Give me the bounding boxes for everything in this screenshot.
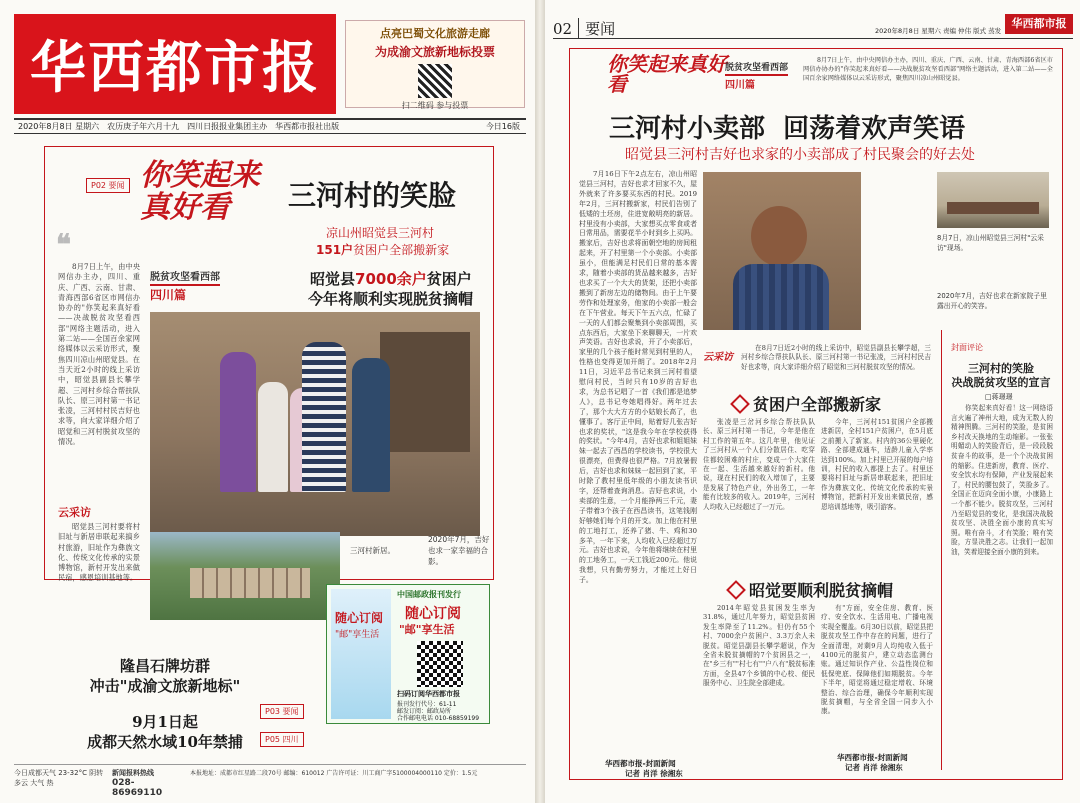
weather: 今日成都天气 23-32°C 阴转多云 大气 热 <box>14 769 104 787</box>
postal-ad[interactable] <box>326 584 490 724</box>
person-father <box>302 342 346 492</box>
hotline-label: 新闻报料热线 <box>112 769 154 777</box>
issue-date: 2020年8月8日 星期六 <box>18 122 100 131</box>
page-ref-p05[interactable]: P05 四川 <box>260 732 304 747</box>
ad-brand: 中国邮政报刊发行 <box>397 590 461 599</box>
commentary-text: 你笑起来真好看！这一网络语言火遍了神州大地，成为无数人的精神图腾。三河村的笑脸，是贫困乡村改天换地的生动缩影。一张张明媚动人的笑脸背后，是一段段脱贫奋斗的故事，是一个个决战贫困的缩影。住进新房，教育、医疗、安全饮水均有保障，产业发展起来了，村民的腰包鼓了，笑脸多了。全国正在迈向全面小康，小康路上一个都不能少。脱贫攻坚，三河村乃至昭觉县的变化，是我国决战脱贫攻坚、决胜全面小康的真实写照。唯有奋斗，才有笑脸；唯有笑脸，方显决胜之志。让我们一起加油，笑着迎接全面小康的到来。 <box>951 404 1053 556</box>
page-count: 今日16版 <box>485 122 520 131</box>
lunar-date: 农历庚子年六月十九 <box>107 122 180 131</box>
promo-action: 扫二维码 参与投票 <box>401 101 469 110</box>
column-tag: 脱贫攻坚看西部 <box>150 268 220 286</box>
households-text: 贫困户全部搬新家 <box>353 243 450 257</box>
person-girl-tall <box>352 358 390 492</box>
village-aerial-photo <box>150 532 340 620</box>
section2-heading <box>729 578 893 601</box>
ad-slogan2-large: "邮"享生活 <box>399 623 455 636</box>
commentary-title2: 决战脱贫攻坚的宣言 <box>951 376 1051 389</box>
yun-label-right: 云采访 <box>703 352 733 363</box>
teaser2-line1: 9月1日起 <box>132 713 198 731</box>
teaser-fishing-ban[interactable] <box>40 712 290 752</box>
ad-scan: 扫码订阅华西都市报 <box>397 690 460 698</box>
publisher: 四川日报报业集团主办 <box>187 122 268 131</box>
ad-detail3: 合作邮电电话 010-68859199 <box>397 715 480 722</box>
ad-slogan1-large: 随心订阅 <box>405 606 461 622</box>
section1-text-b: 今年，三河村151贫困户全部搬进新居，全村151户贫困户，在5月底之前搬入了新家。村内的36公里硬化路、全部建成通车，适龄儿童入学率达到100%。加上村里已开展的每户培训，村民的收入都提上去了。村里还要将村旧址与新居串联起来，把旧址作为彝族文化、传统文化传承的实景博物馆，把新村开发出来做民宿，感恩培训基地等，吸引游客。 <box>821 418 933 511</box>
article-headline: 三河村小卖部 回荡着欢声笑语 <box>609 114 966 144</box>
promo-headline: 点亮巴蜀文化旅游走廊 <box>380 27 490 40</box>
page-header <box>553 18 615 39</box>
person-mother <box>220 352 256 492</box>
front-footer <box>14 764 526 796</box>
girl-photo <box>703 172 861 330</box>
qr-code-icon[interactable] <box>418 64 452 98</box>
column1-text: 7月16日下午2点左右，凉山州昭觉县三河村，吉好也求才回家不久，屋外就来了许多要买东西的村民。2019年2月，三河村搬新家，村民们告别了低矮的土坯房，住进宽敞明亮的新居。村里没有小卖部，大家想买点零食或者日常用品，需要花半小时到乡上买吗。搬家后，吉好也求将面朝空地的房间租起来，开了村里第一个小卖部。小卖部虽小，但能满足村民们日常的基本需求，随着小卖部的货品越来越多，吉好也求买了一个大大的货架，还把小卖部搬到了新房左边的储物间。由于上午要劳作和处理家务，他家的小卖部一般会在下午营业。每天下午五六点，忙碌了一天的人们都会聚集到小卖部周围，买点东西后，大家坐下来聊聊天，一片欢声笑语。吉好也求说，开了小卖部后，家里的几个孩子能时常见到村里的人，性格也变得更加开朗了。2018年2月11日，习近平总书记来到三河村看望慰问村民，当时只有10岁的吉好也求，为总书记唱了一首《我们都是追梦人》，总书记夸她唱得好。两年过去了，那个大大方方的小姑娘长高了，也懂事了。客厅正中间，贴着好几张吉好也求的奖状，"这是我今年在学校获得的奖状。"今年4月，吉好也求和姐姐妹妹一起去了西昌的学校读书，学校很大很漂亮，但费得也很严格。7月放暑假后，吉好也求和妹妹一起回到了家，平时除了教村里低年级的小朋友读书识字，还帮着查询消息。吉好也求说，小卖部的生意，一个月能挣两三千元，妻子带着3个孩子在西昌读书，这笔钱刚好够她们每个月的开支。加上他在村里的工地打工，还养了猪、牛、鸡和30多羊，一年下来，人均收入已经超过万元。吉好也求说，今年他将继续在村里的工地务工，一天工钱近200元。他说我想，只有勤劳努力，才能过上好日子。 <box>579 170 697 585</box>
households-count: 151户 <box>316 243 354 257</box>
column-tag-right: 脱贫攻坚看西部 <box>725 60 788 76</box>
teaser-stone-arch[interactable] <box>40 656 290 696</box>
hotline-box <box>112 768 182 796</box>
yun-label: 云采访 <box>58 506 91 519</box>
sub-households <box>316 241 449 258</box>
teaser1-line1: 隆昌石牌坊群 <box>119 657 210 675</box>
promo-subheadline: 为成渝文旅新地标投票 <box>374 45 495 59</box>
vote-promo[interactable] <box>345 20 525 108</box>
teaser2-line2: 成都天然水域10年禁捕 <box>87 733 243 751</box>
page-ref-p02[interactable]: P02 要闻 <box>86 178 130 193</box>
sub-goal: 今年将顺利实现脱贫摘帽 <box>308 290 474 308</box>
header-rule <box>553 38 1073 39</box>
caption-interview: 8月7日，凉山州昭觉县三河村"云采访"现场。 <box>937 234 1044 252</box>
ad-slogan2: "邮"享生活 <box>335 630 380 640</box>
teaser1-line2: 冲击"成渝文旅新地标" <box>89 677 241 695</box>
office: 华西都市报社出版 <box>275 122 340 131</box>
campaign-logo-small: 你笑起来真好看 <box>607 52 727 96</box>
sub-county <box>310 268 472 289</box>
page-ref-p03[interactable]: P03 要闻 <box>260 704 304 719</box>
column-sub: 四川篇 <box>150 288 187 302</box>
section2-text-b: 有"方面，安全住房、教育、医疗、安全饮水、生活用电、广播电视实现全覆盖。6月30日以前，昭觉县把脱贫攻坚工作中存在的问题，进行了全面清理，对剩9月人均纯收入低于4100元的脱贫户，建立动态监测台账。通过知识作产业、公益性岗位和低保兜底、保障他们如期脱贫。今年下半年，昭觉将通过稳定增收、环境整治、综合治理，确保今年顺利实现脱贫摘帽，与全省全国一同步入小康。 <box>821 604 933 716</box>
section1-text-a: 张凌是三岔河乡综合帮扶队队长、原三河村第一书记，今年是他在村工作的第五年。这几年里，他见证了三河村从一个人们分散居住、吃穿住都较困难的村庄，变成一个大家住在一起、生活越来越好的新村。他说，现在村民们的收入增加了，主要是发展了特色产业，外出务工，一年能有比较多的收入。2019年，三河村人均收入已经超过了一万元。 <box>703 418 815 511</box>
front-page <box>0 0 535 803</box>
person-boy <box>258 382 288 492</box>
ad-detail1: 报刊发行代号：61-11 <box>397 701 457 708</box>
village-houses <box>190 568 310 598</box>
ad-slogan1: 随心订阅 <box>335 611 384 625</box>
section2-title: 昭觉要顺利脱贫摘帽 <box>749 581 894 600</box>
page-spine <box>535 0 545 803</box>
conference-table <box>947 202 1039 214</box>
section2-reporter: 记者 肖洋 徐湘东 <box>845 763 903 772</box>
sub-location: 凉山州昭觉县三河村 <box>326 226 435 240</box>
county-name: 昭觉县 <box>310 270 356 288</box>
county-count: 7000余户 <box>355 270 427 288</box>
family-photo <box>150 312 480 536</box>
commentary-author: □蒋璟璟 <box>985 393 1013 401</box>
section1-heading <box>733 392 881 415</box>
intro-text: 8月7日上午，由中央网信办主办，四川、重庆、广西、云南、甘肃、青海西部6省区市网信办协办的"你笑起来真好看——决战脱贫攻坚看西部"网络主题活动，进入第二站——全国百余家网络媒体以云采访形式，聚焦四川凉山州昭觉县。在当天近2小时的线上采访中，昭觉县副县长攀学超、三河村乡综合帮扶队队长、原三河村第一书记张凌，三河村村民吉好也求等，向大家详细介绍了昭觉和三河村脱贫攻坚的情况。 <box>58 262 140 447</box>
interview-photo <box>937 172 1049 228</box>
masthead: 华西都市报 <box>14 14 336 114</box>
girl-uniform <box>733 264 829 330</box>
page-header-info: 2020年8月8日 星期六 责编 仲伟 版式 蒸发 <box>875 27 1002 35</box>
column-tag-box <box>150 268 220 303</box>
commentary-rule <box>941 330 942 770</box>
article-subhead: 昭觉县三河村吉好也求家的小卖部成了村民聚会的好去处 <box>625 147 975 163</box>
subscribe-qr-icon[interactable] <box>417 641 463 687</box>
front-headline: 三河村的笑脸 <box>288 179 457 212</box>
hotline-number: 028-86969110 <box>112 778 163 798</box>
commentary-tag: 封面评论 <box>951 343 983 352</box>
caption-family: 2020年7月，吉好也求一家幸福的合影。 <box>428 535 490 566</box>
page-section: 要闻 <box>578 18 615 39</box>
section2-text-a: 2014年昭觉县贫困发生率为31.8%，通过几年努力，昭觉县贫困发生率降至了11.2%。但仍有55个村、7000余户贫困户、3.3万余人未脱贫。昭觉县副县长攀学超说，作为全省未脱贫摘帽的7个贫困县之一，在"乡三有""村七有""户八有"脱贫标准方面，全县47个乡镇的中心校、便民服务中心、卫生院全部建成。 <box>703 604 815 688</box>
ad-detail2: 邮发订阅：邮政局所 <box>397 708 452 715</box>
girl-head <box>751 206 807 266</box>
quote-icon: ❝ <box>56 228 72 261</box>
caption-girl: 2020年7月，吉好也求在新家院子里露出开心的笑容。 <box>937 292 1047 310</box>
section2-signature: 华西都市报-封面新闻 <box>837 753 908 762</box>
column1-reporter: 记者 肖洋 徐湘东 <box>625 769 683 778</box>
commentary-title1: 三河村的笑脸 <box>968 362 1034 375</box>
yun-text: 昭觉县三河村要将村旧址与新居串联起来搞乡村旅游，旧址作为彝族文化、传统文化传承的实景博物馆，新村开发出来做民宿，感恩培训基地等。 <box>58 522 140 583</box>
column1-signature: 华西都市报-封面新闻 <box>605 759 676 768</box>
column-tag-box-right <box>725 60 788 91</box>
footer-info: 本报地址：成都市红星路二段70号 邮编：610012 广告许可证：川工商广字5100004000110 定价：1.5元 <box>190 770 478 777</box>
news-page <box>545 0 1080 803</box>
county-post: 贫困户 <box>426 270 472 288</box>
doorway <box>380 332 470 452</box>
caption-village: 三河村新居。 <box>350 546 395 555</box>
yun-intro-right: 在8月7日近2小时的线上采访中，昭觉县副县长攀学超，三河村乡综合帮扶队队长、原三河村第一书记张凌，三河村村民吉好也求等，向大家详细介绍了昭觉和三河村脱贫攻坚的情况。 <box>741 344 931 371</box>
dateline <box>14 118 526 134</box>
section1-title: 贫困户全部搬新家 <box>753 395 882 414</box>
campaign-logo: 你笑起来真好看 <box>140 158 260 225</box>
page-number: 02 <box>553 19 573 38</box>
column-sub-right: 四川篇 <box>725 80 755 91</box>
masthead-small: 华西都市报 <box>1005 14 1073 34</box>
article-intro: 8月7日上午，由中央网信办主办，四川、重庆、广西、云南、甘肃、青海西部6省区市网信办协办的"你笑起来真好看——决战脱贫攻坚看西部"网络主题活动，进入第二站——全国百余家网络媒体以云采访形式，聚焦四川凉山州昭觉县。 <box>803 57 1053 82</box>
